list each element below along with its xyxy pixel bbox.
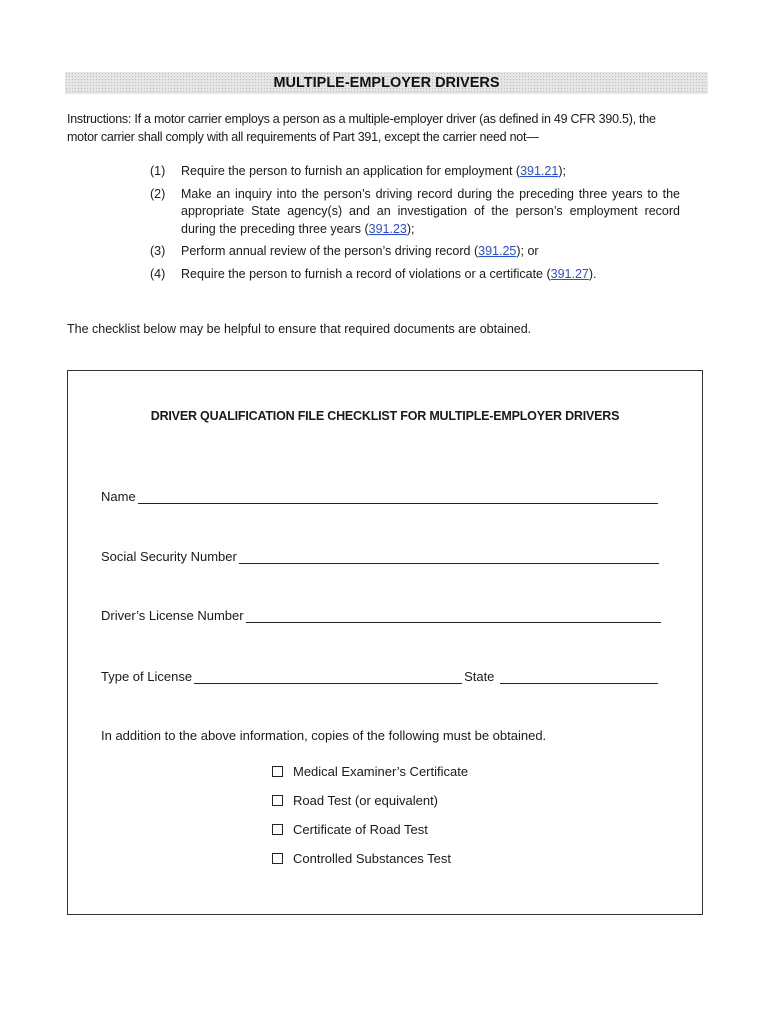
requirement-text-after: ).	[588, 266, 597, 281]
license-type-field	[101, 669, 658, 684]
requirement-text-before: Require the person to furnish a record of violations or a certificate (	[181, 266, 551, 281]
additional-docs-text: In addition to the above information, copies of the following must be obtained.	[101, 728, 547, 743]
requirements-list	[150, 163, 680, 288]
state-input[interactable]	[500, 669, 658, 684]
state-label: State	[464, 669, 495, 684]
requirement-item-4	[150, 266, 680, 284]
instructions-line-1: Instructions: If a motor carrier employs a person as a multiple-employer driver (as defined in 49 CFR 390.5), the	[67, 112, 656, 126]
name-input[interactable]	[138, 489, 658, 504]
road-test-checkbox[interactable]	[272, 795, 283, 806]
reference-link-391-23[interactable]: 391.23	[368, 221, 407, 236]
requirement-item-2	[150, 186, 680, 239]
name-field	[101, 489, 658, 504]
checklist-item	[272, 844, 468, 873]
checklist-note: The checklist below may be helpful to ensure that required documents are obtained.	[67, 322, 532, 336]
license-type-input[interactable]	[194, 669, 462, 684]
requirement-text-before: Require the person to furnish an application for employment (	[181, 164, 521, 178]
ssn-input[interactable]	[239, 549, 659, 564]
checklist-item	[272, 815, 468, 844]
requirement-text-before: Perform annual review of the person’s driving record (	[181, 244, 479, 258]
document-checklist	[272, 757, 468, 873]
controlled-substances-checkbox[interactable]	[272, 853, 283, 864]
license-number-label: Driver’s License Number	[101, 608, 244, 623]
requirement-item-1	[150, 163, 680, 181]
reference-link-391-27[interactable]: 391.27	[550, 266, 589, 281]
requirement-text-before: Make an inquiry into the person’s driving record during the preceding three years to the appropriate State agency(s) and an investigation of the person’s employment record during the preceding three years (	[181, 186, 680, 236]
checklist-item	[272, 786, 468, 815]
checklist-item-label: Certificate of Road Test	[293, 822, 428, 837]
page-title: MULTIPLE-EMPLOYER DRIVERS	[65, 72, 708, 94]
instructions-line-2: motor carrier shall comply with all requirements of Part 391, except the carrier need not—	[67, 130, 539, 144]
reference-link-391-21[interactable]: 391.21	[520, 164, 559, 178]
requirement-number: (4)	[150, 266, 166, 281]
requirement-text	[181, 243, 680, 261]
requirement-number: (3)	[150, 244, 166, 258]
checklist-box	[67, 370, 703, 915]
requirement-text	[181, 163, 680, 181]
requirement-number: (2)	[150, 186, 166, 201]
requirement-text-after: );	[558, 164, 566, 178]
checklist-item-label: Medical Examiner’s Certificate	[293, 764, 469, 779]
medical-certificate-checkbox[interactable]	[272, 766, 283, 777]
ssn-label: Social Security Number	[101, 549, 237, 564]
checklist-item-label: Road Test (or equivalent)	[293, 793, 439, 808]
requirement-text	[181, 266, 680, 284]
license-number-input[interactable]	[246, 608, 661, 623]
requirement-text-after: ); or	[516, 244, 539, 258]
requirement-item-3	[150, 243, 680, 261]
checklist-item	[272, 757, 468, 786]
requirement-number: (1)	[150, 164, 166, 178]
ssn-field	[101, 549, 659, 564]
road-test-certificate-checkbox[interactable]	[272, 824, 283, 835]
instructions	[67, 110, 707, 146]
checklist-item-label: Controlled Substances Test	[293, 851, 452, 866]
name-label: Name	[101, 489, 136, 504]
checklist-title: DRIVER QUALIFICATION FILE CHECKLIST FOR MULTIPLE-EMPLOYER DRIVERS	[150, 409, 620, 423]
license-type-label: Type of License	[101, 669, 193, 684]
reference-link-391-25[interactable]: 391.25	[478, 244, 517, 258]
license-number-field	[101, 608, 661, 623]
requirement-text-after: );	[406, 221, 415, 236]
requirement-text	[181, 186, 680, 239]
